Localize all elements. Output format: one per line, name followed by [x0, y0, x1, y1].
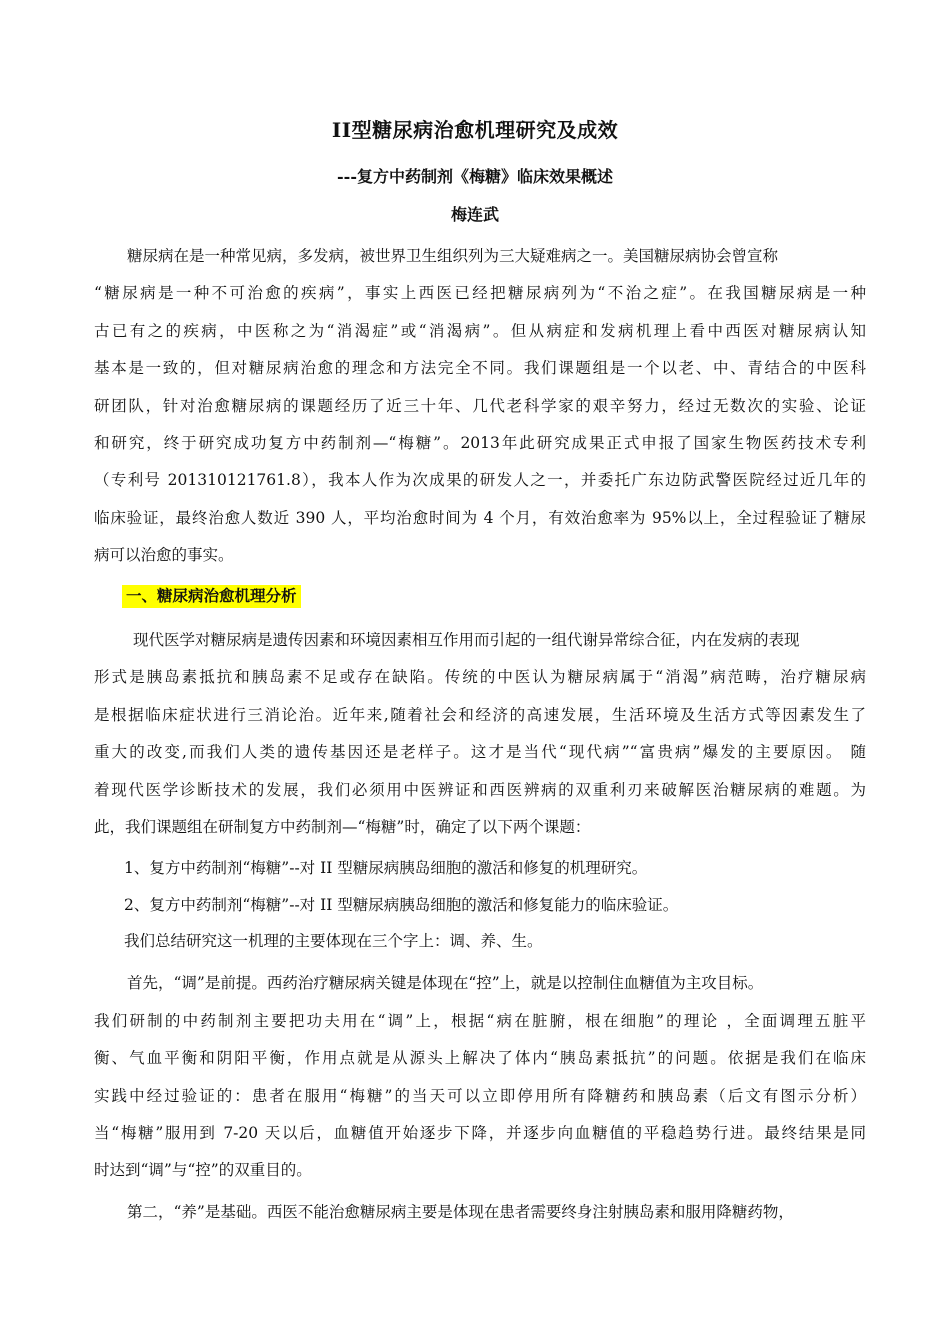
intro-line: 糖尿病在是一种常见病，多发病，被世界卫生组织列为三大疑难病之一。美国糖尿病协会曾宣称 — [127, 247, 779, 265]
paragraph-line: 时达到“调”与“控”的双重目的。 — [94, 1161, 312, 1179]
section-heading: 一、糖尿病治愈机理分析 — [122, 585, 301, 608]
intro-line: 古已有之的疾病，中医称之为“消渴症”或“消渴病”。但从病症和发病机理上看中西医对糖尿病认知 — [94, 322, 866, 340]
summary-line: 我们总结研究这一机理的主要体现在三个字上：调、养、生。 — [124, 932, 543, 950]
intro-line: “糖尿病是一种不可治愈的疾病”，事实上西医已经把糖尿病列为“不治之症”。在我国糖尿病是一种 — [94, 284, 866, 302]
intro-line: （专利号 201310121761.8），我本人作为次成果的研发人之一，并委托广东边防武警医院经过近几年的 — [94, 471, 866, 489]
paragraph-line: 首先，“调”是前提。西药治疗糖尿病关键是体现在“控”上，就是以控制住血糖值为主攻目标。 — [127, 974, 764, 992]
intro-line: 和研究，终于研究成功复方中药制剂—“梅糖”。2013年此研究成果正式申报了国家生物医药技术专利 — [94, 434, 866, 452]
section-heading-wrapper — [122, 585, 301, 608]
document-subtitle: ---复方中药制剂《梅糖》临床效果概述 — [337, 167, 613, 186]
intro-line: 研团队，针对治愈糖尿病的课题经历了近三十年、几代老科学家的艰辛努力，经过无数次的实验、论证 — [94, 397, 866, 415]
section-line: 是根据临床症状进行三消论治。近年来,随着社会和经济的高速发展，生活环境及生活方式等因素发生了 — [94, 706, 866, 724]
intro-line: 临床验证，最终治愈人数近 390 人，平均治愈时间为 4 个月，有效治愈率为 95%以上，全过程验证了糖尿 — [94, 509, 866, 527]
paragraph-line: 我们研制的中药制剂主要把功夫用在“调”上，根据“病在脏腑，根在细胞”的理论 ，全面调理五脏平 — [94, 1012, 866, 1030]
document-title: II型糖尿病治愈机理研究及成效 — [331, 118, 619, 142]
intro-line: 病可以治愈的事实。 — [94, 546, 234, 564]
section-line: 重大的改变,而我们人类的遗传基因还是老样子。这才是当代“现代病”“富贵病”爆发的主要原因。 随 — [94, 743, 866, 761]
paragraph-line: 衡、气血平衡和阴阳平衡，作用点就是从源头上解决了体内“胰岛素抵抗”的问题。依据是我们在临床 — [94, 1049, 866, 1067]
paragraph-line: 实践中经过验证的：患者在服用“梅糖”的当天可以立即停用所有降糖药和胰岛素（后文有图示分析） — [94, 1087, 866, 1105]
list-item: 2、复方中药制剂“梅糖”--对 II 型糖尿病胰岛细胞的激活和修复能力的临床验证。 — [124, 896, 679, 914]
list-item: 1、复方中药制剂“梅糖”--对 II 型糖尿病胰岛细胞的激活和修复的机理研究。 — [124, 859, 648, 877]
paragraph-line: 第二，“养”是基础。西医不能治愈糖尿病主要是体现在患者需要终身注射胰岛素和服用降糖药物， — [127, 1203, 794, 1221]
section-line: 形式是胰岛素抵抗和胰岛素不足或存在缺陷。传统的中医认为糖尿病属于“消渴”病范畴，治疗糖尿病 — [94, 668, 866, 686]
section-line: 着现代医学诊断技术的发展，我们必须用中医辨证和西医辨病的双重利刃来破解医治糖尿病的难题。为 — [94, 781, 866, 799]
intro-line: 基本是一致的，但对糖尿病治愈的理念和方法完全不同。我们课题组是一个以老、中、青结合的中医科 — [94, 359, 866, 377]
section-line: 此，我们课题组在研制复方中药制剂—“梅糖”时，确定了以下两个课题： — [94, 818, 591, 836]
paragraph-line: 当“梅糖”服用到 7-20 天以后，血糖值开始逐步下降，并逐步向血糖值的平稳趋势行进。最终结果是同 — [94, 1124, 866, 1142]
section-line: 现代医学对糖尿病是遗传因素和环境因素相互作用而引起的一组代谢异常综合征，内在发病的表现 — [133, 631, 800, 649]
document-author: 梅连武 — [450, 205, 499, 224]
